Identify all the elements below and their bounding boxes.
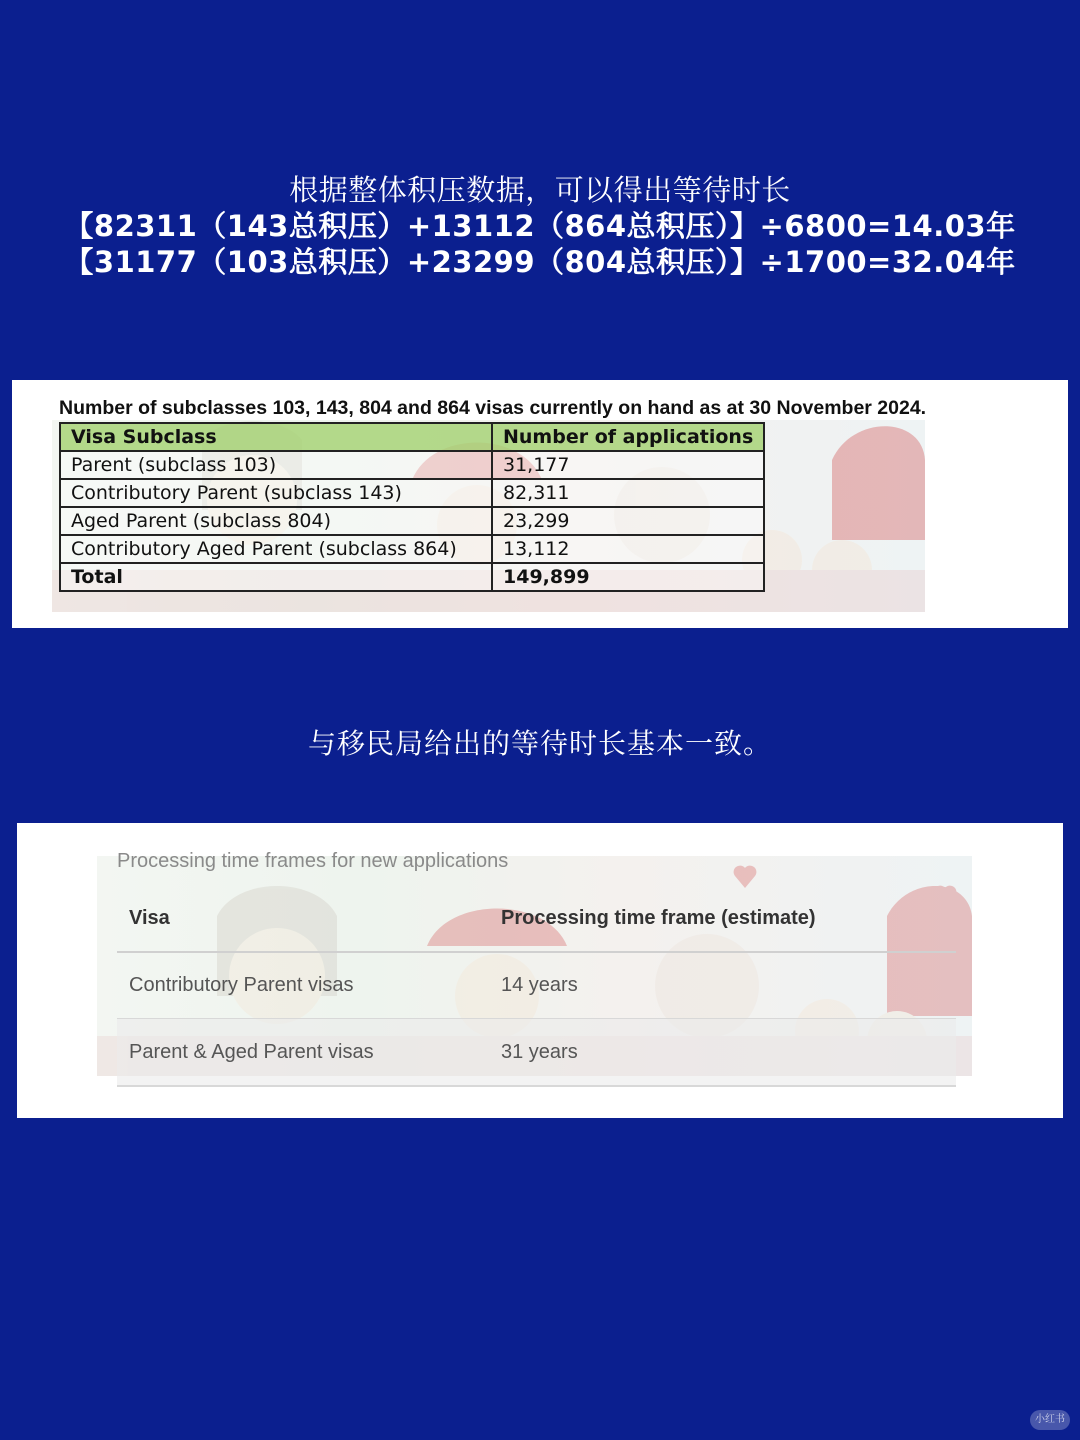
cell-subclass: Aged Parent (subclass 804) xyxy=(60,507,492,535)
table-row xyxy=(60,479,764,507)
table-header-row xyxy=(60,423,764,451)
xiaohongshu-logo: 小红书 xyxy=(1030,1410,1070,1430)
conclusion-text: 与移民局给出的等待时长基本一致。 xyxy=(307,727,772,760)
column-header-processing-time: Processing time frame (estimate) xyxy=(501,907,816,929)
cell-subclass: Contributory Parent (subclass 143) xyxy=(60,479,492,507)
total-label: Total xyxy=(60,563,492,591)
cell-subclass: Contributory Aged Parent (subclass 864) xyxy=(60,535,492,563)
table-row xyxy=(60,451,764,479)
column-header-number-of-applications: Number of applications xyxy=(492,423,764,451)
table2-header-row xyxy=(117,885,956,953)
cell-visa: Parent & Aged Parent visas xyxy=(129,1041,374,1063)
headline-line-2: 【82311（143总积压）+13112（864总积压）】÷6800=14.03年 xyxy=(64,209,1016,243)
on-hand-table-card xyxy=(12,380,1068,628)
processing-time-card xyxy=(17,823,1063,1118)
table-row xyxy=(117,952,956,1019)
cell-visa: Contributory Parent visas xyxy=(129,974,354,996)
column-header-visa: Visa xyxy=(129,907,170,929)
cell-applications: 31,177 xyxy=(492,451,764,479)
headline xyxy=(0,172,1080,280)
headline-line-3: 【31177（103总积压）+23299（804总积压）】÷1700=32.04年 xyxy=(64,245,1016,279)
column-header-visa-subclass: Visa Subclass xyxy=(60,423,492,451)
headline-line-1: 根据整体积压数据，可以得出等待时长 xyxy=(289,173,791,207)
table1-title: Number of subclasses 103, 143, 804 and 864 visas currently on hand as at 30 November 2024. xyxy=(59,397,927,419)
cell-applications: 82,311 xyxy=(492,479,764,507)
table-row xyxy=(117,1019,956,1087)
cell-time-frame: 31 years xyxy=(501,1041,578,1063)
table-total-row xyxy=(60,563,764,591)
visa-on-hand-table xyxy=(59,422,765,592)
table-row xyxy=(60,507,764,535)
cell-applications: 13,112 xyxy=(492,535,764,563)
cell-subclass: Parent (subclass 103) xyxy=(60,451,492,479)
cell-applications: 23,299 xyxy=(492,507,764,535)
table-row xyxy=(60,535,764,563)
cell-time-frame: 14 years xyxy=(501,974,578,996)
total-value: 149,899 xyxy=(492,563,764,591)
table2-caption: Processing time frames for new applications xyxy=(117,850,509,872)
